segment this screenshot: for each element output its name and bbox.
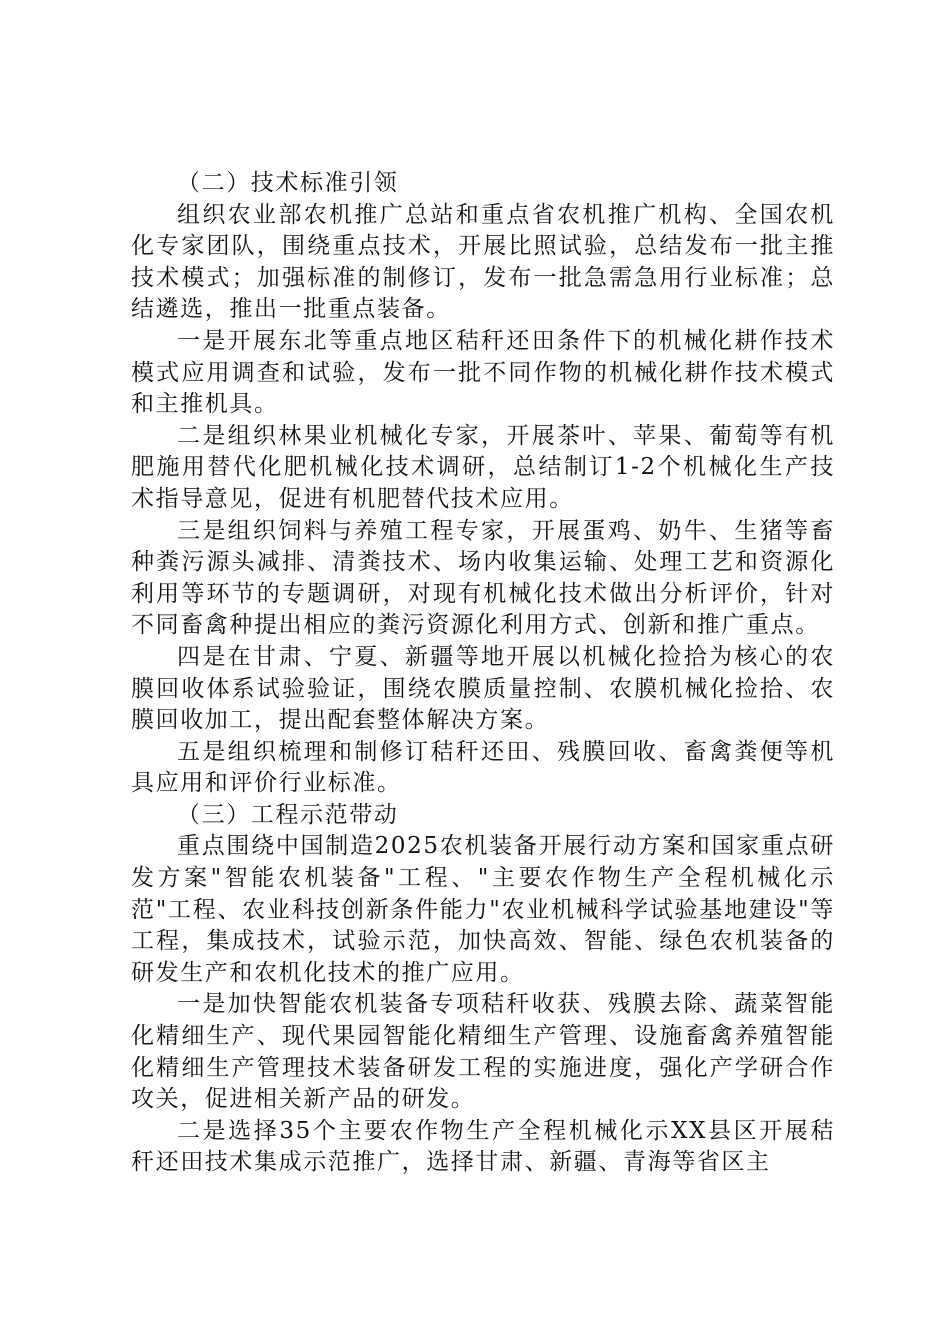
section-heading-engineering-demo: （三）工程示范带动 [177, 801, 399, 828]
section-heading-technical-standards: （二）技术标准引领 [177, 170, 399, 196]
paragraph-item-2-orchard: 二是组织林果业机械化专家，开展茶叶、苹果、葡萄等有机肥施用替代化肥机械化技术调研，总结制订1-2个机械化生产技术指导意见，促进有机肥替代技术应用。 [131, 422, 835, 512]
document-page [131, 168, 835, 1179]
paragraph-item-2-demonstration: 二是选择35个主要农作物生产全程机械化示XX县区开展秸秆还田技术集成示范推广，选择甘肃、新疆、青海等省区主 [131, 1117, 835, 1176]
paragraph-item-3-livestock: 三是组织饲料与养殖工程专家，开展蛋鸡、奶牛、生猪等畜种粪污源头减排、清粪技术、场内收集运输、处理工艺和资源化利用等环节的专题调研，对现有机械化技术做出分析评价，针对不同畜禽种提出相应的粪污资源化利用方式、创新和推广重点。 [131, 517, 835, 639]
paragraph-item-1-northeast: 一是开展东北等重点地区秸秆还田条件下的机械化耕作技术模式应用调查和试验，发布一批不同作物的机械化耕作技术模式和主推机具。 [131, 327, 835, 418]
paragraph-item-4-film-recycling: 四是在甘肃、宁夏、新疆等地开展以机械化捡拾为核心的农膜回收体系试验验证，围绕农膜质量控制、农膜机械化捡拾、农膜回收加工，提出配套整体解决方案。 [131, 643, 835, 734]
paragraph-item-1-smart-machinery: 一是加快智能农机装备专项秸秆收获、残膜去除、蔬菜智能化精细生产、现代果园智能化精细生产管理、设施畜禽养殖智能化精细生产管理技术装备研发工程的实施进度，强化产学研合作攻关，促进相关新产品的研发。 [131, 991, 835, 1113]
paragraph-item-5-standards: 五是组织梳理和制修订秸秆还田、残膜回收、畜禽粪便等机具应用和评价行业标准。 [131, 738, 835, 797]
paragraph-intro-standards: 组织农业部农机推广总站和重点省农机推广机构、全国农机化专家团队，围绕重点技术，开展比照试验，总结发布一批主推技术模式；加强标准的制修订，发布一批急需急用行业标准；总结遴选，推出一批重点装备。 [131, 201, 835, 323]
paragraph-intro-engineering: 重点围绕中国制造2025农机装备开展行动方案和国家重点研发方案"智能农机装备"工程、"主要农作物生产全程机械化示范"工程、农业科技创新条件能力"农业机械科学试验基地建设"等工程，集成技术，试验示范，加快高效、智能、绿色农机装备的研发生产和农机化技术的推广应用。 [131, 833, 835, 986]
